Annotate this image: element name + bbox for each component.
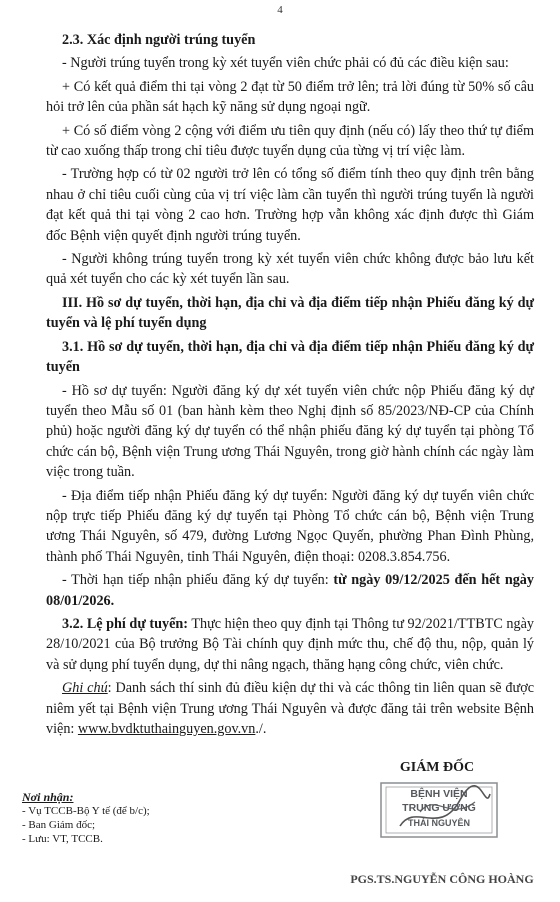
stamp-line: BỆNH VIỆN bbox=[410, 788, 468, 800]
paragraph: + Có số điểm vòng 2 cộng với điểm ưu tiên quy định (nếu có) lấy theo thứ tự điểm từ cao xuống thấp trong chỉ tiêu được tuyển dụng của từng vị trí việc làm. bbox=[46, 122, 534, 160]
section-2-3-title: 2.3. Xác định người trúng tuyển bbox=[62, 32, 256, 48]
footer bbox=[22, 760, 542, 900]
official-stamp bbox=[380, 782, 498, 838]
deadline-paragraph bbox=[46, 570, 534, 611]
website-link[interactable]: www.bvdktuthainguyen.gov.vn bbox=[77, 721, 256, 737]
paragraph: - Hồ sơ dự tuyển: Người đăng ký dự xét tuyển viên chức nộp Phiếu đăng ký dự tuyển theo Mẫu số 01 (ban hành kèm theo Nghị định số 85/2023/NĐ-CP của Chính phủ) hoặc người đăng ký dự tuyển có thể nhận phiếu đăng ký dự tuyển tại phòng Tổ chức cán bộ, Bệnh viện Trung ương Thái Nguyên, trong giờ hành chính các ngày làm việc trong tuần. bbox=[46, 382, 534, 481]
fee-paragraph bbox=[46, 614, 534, 675]
signature-title: GIÁM ĐỐC bbox=[399, 760, 475, 775]
paragraph: + Có kết quả điểm thi tại vòng 2 đạt từ 50 điểm trở lên; trả lời đúng từ 50% số câu hỏi trở lên của phần sát hạch kỹ năng sử dụng ngoại ngữ. bbox=[46, 78, 534, 116]
signature-block bbox=[322, 760, 552, 900]
paragraph: - Trường hợp có từ 02 người trở lên có tổng số điểm tính theo quy định trên bằng nhau ở chỉ tiêu cuối cùng của vị trí việc làm cần tuyển thì người trúng tuyển là người đạt kết quả thi tại vòng 2 cao hơn. Trường hợp vẫn không xác định được thì Giám đốc Bệnh viện quyết định người trúng tuyển. bbox=[46, 166, 534, 244]
recipient-item: - Lưu: VT, TCCB. bbox=[22, 833, 103, 845]
fee-text: Thực hiện theo quy định tại Thông tư 92/2021/TTBTC ngày 28/10/2021 của Bộ trưởng Bộ Tài chính quy định mức thu, chế độ thu, nộp, quản lý và sử dụng phí tuyển dụng, dự thi nâng ngạch, thăng hạng công chức, viên chức. bbox=[46, 615, 534, 673]
note-paragraph bbox=[46, 678, 534, 739]
stamp-line: TRUNG ƯƠNG bbox=[402, 802, 476, 814]
note-label: Ghi chú bbox=[62, 680, 108, 697]
signer-name: PGS.TS.NGUYỄN CÔNG HOÀNG bbox=[350, 872, 534, 886]
paragraph: - Địa điểm tiếp nhận Phiếu đăng ký dự tuyển: Người đăng ký dự tuyển viên chức nộp trực tiếp Phiếu đăng ký dự tuyển tại Phòng Tổ chức cán bộ, Bệnh viện Trung ương Thái Nguyên, số 479, đường Lương Ngọc Quyến, phường Phan Đình Phùng, thành phố Thái Nguyên, tỉnh Thái Nguyên, điện thoại: 0208.3.854.756. bbox=[46, 487, 534, 565]
deadline-lead: - Thời hạn tiếp nhận phiếu đăng ký dự tuyển: bbox=[62, 572, 334, 589]
note-end: ./. bbox=[255, 721, 267, 737]
deadline-dates: từ ngày 09/12/2025 đến hết ngày 08/01/2026. bbox=[46, 572, 534, 609]
page-number: 4 bbox=[277, 4, 283, 16]
paragraph: - Người trúng tuyển trong kỳ xét tuyển viên chức phải có đủ các điều kiện sau: bbox=[62, 55, 509, 72]
section-3-1-title: 3.1. Hồ sơ dự tuyển, thời hạn, địa chỉ và địa điểm tiếp nhận Phiếu đăng ký dự tuyển bbox=[46, 338, 534, 376]
recipients-block bbox=[22, 790, 252, 846]
section-3-title: III. Hồ sơ dự tuyển, thời hạn, địa chỉ và địa điểm tiếp nhận Phiếu đăng ký dự tuyển và lệ phí tuyển dụng bbox=[46, 294, 534, 332]
recipients-heading: Nơi nhận: bbox=[22, 790, 74, 804]
paragraph: - Người không trúng tuyển trong kỳ xét tuyển viên chức không được bảo lưu kết quả xét tuyển cho các kỳ xét tuyển lần sau. bbox=[46, 251, 534, 288]
section-3-2-title: 3.2. Lệ phí dự tuyển: bbox=[62, 615, 189, 632]
note-text: : Danh sách thí sinh đủ điều kiện dự thi và các thông tin liên quan sẽ được niêm yết tại Bệnh viện Trung ương Thái Nguyên và được đăng tải trên website Bệnh viện: bbox=[46, 680, 534, 737]
recipient-item: - Vụ TCCB-Bộ Y tế (để b/c); bbox=[22, 805, 150, 817]
recipient-item: - Ban Giám đốc; bbox=[22, 819, 96, 831]
document-body bbox=[46, 30, 534, 742]
stamp-line: THÁI NGUYÊN bbox=[407, 818, 470, 828]
